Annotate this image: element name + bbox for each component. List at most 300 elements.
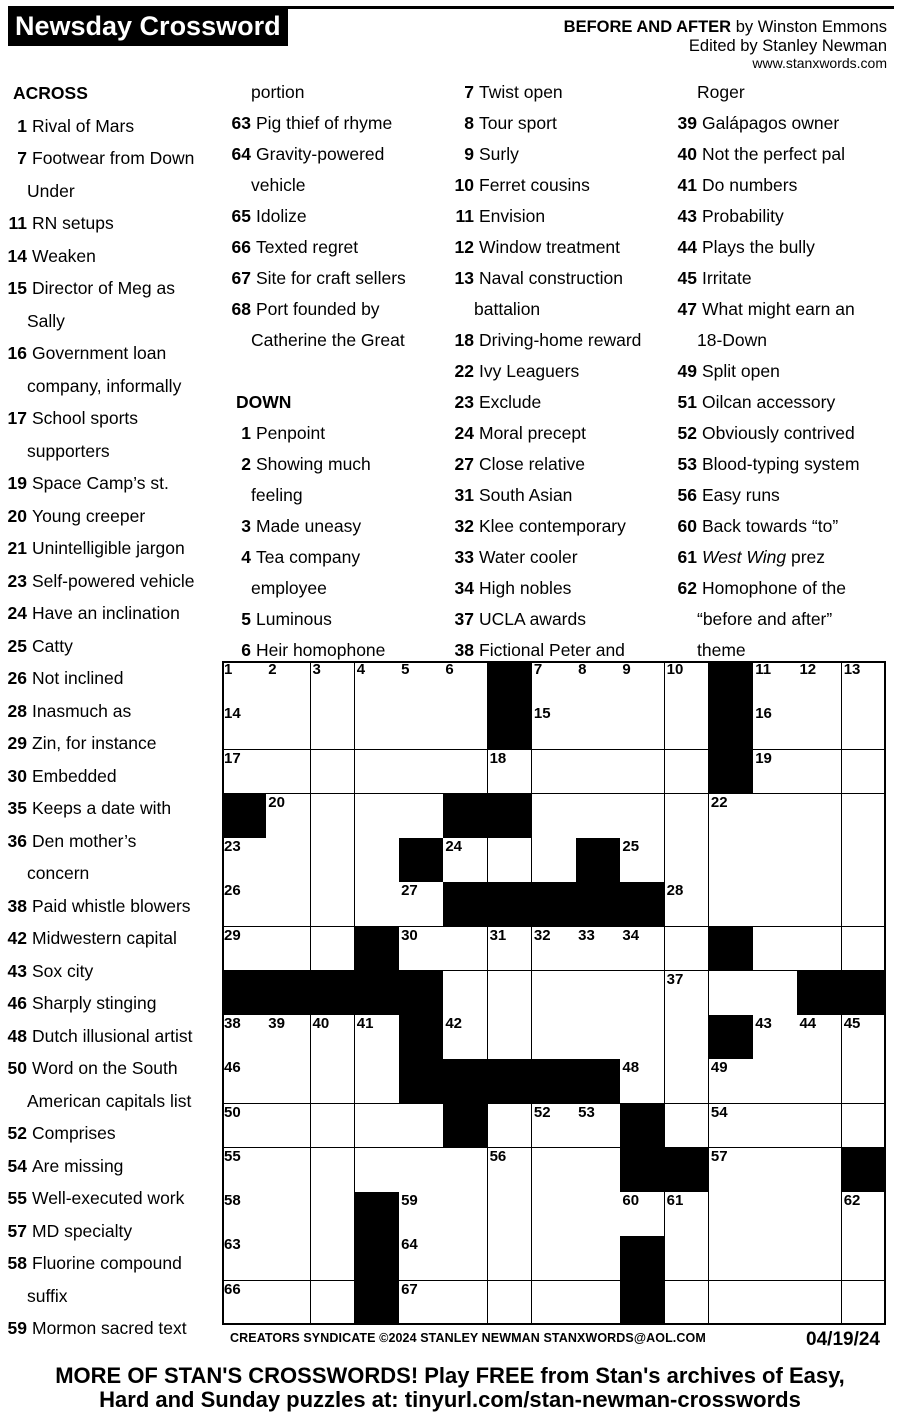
grid-cell[interactable] (443, 661, 488, 706)
clue-number: 35 (7, 798, 27, 818)
grid-cell[interactable] (842, 1192, 887, 1237)
grid-cell[interactable] (532, 661, 577, 706)
grid-cell[interactable] (620, 661, 665, 706)
grid-cell[interactable] (709, 882, 754, 927)
clue-line (226, 511, 406, 542)
grid-cell[interactable] (620, 838, 665, 883)
grid-cell[interactable] (399, 1236, 444, 1281)
grid-cell[interactable] (620, 794, 665, 839)
grid-cell[interactable] (488, 838, 533, 883)
grid-cell-number: 41 (356, 1015, 374, 1033)
clue-line (0, 792, 194, 825)
grid-cell[interactable] (266, 1281, 311, 1326)
clue-number: 61 (677, 547, 697, 567)
grid-cell[interactable] (443, 1015, 488, 1060)
grid-cell[interactable] (355, 838, 400, 883)
grid-cell[interactable] (222, 1015, 267, 1060)
clue-line (448, 139, 641, 170)
grid-cell[interactable] (842, 661, 887, 706)
grid-cell[interactable] (443, 750, 488, 795)
grid-cell[interactable] (709, 838, 754, 883)
clue-continuation (448, 294, 641, 325)
clue-text: Sox city (32, 960, 94, 981)
grid-cell[interactable] (488, 1015, 533, 1060)
grid-cell[interactable] (532, 1148, 577, 1193)
clue-text: Director of Meg as (32, 278, 175, 298)
clue-line (448, 108, 641, 139)
grid-cell[interactable] (532, 971, 577, 1016)
grid-cell[interactable] (576, 927, 621, 972)
grid-cell[interactable] (222, 1192, 267, 1237)
grid-cell[interactable] (665, 1015, 710, 1060)
clue-number: 13 (454, 268, 474, 288)
grid-cell[interactable] (222, 750, 267, 795)
clue-text: Texted regret (256, 237, 359, 257)
grid-cell[interactable] (665, 661, 710, 706)
clue-number: 64 (231, 144, 251, 164)
clue-text: Idolize (256, 206, 307, 226)
clue-line (0, 240, 194, 273)
grid-cell[interactable] (355, 705, 400, 750)
clue-text: Not the perfect pal (702, 144, 845, 164)
grid-cell[interactable] (488, 1281, 533, 1326)
grid-cell[interactable] (797, 705, 842, 750)
grid-cell[interactable] (355, 794, 400, 839)
grid-cell[interactable] (709, 1236, 754, 1281)
grid-cell[interactable] (266, 1015, 311, 1060)
grid-cell[interactable] (842, 927, 887, 972)
clue-number: 46 (7, 993, 27, 1013)
grid-cell[interactable] (753, 1148, 798, 1193)
grid-cell[interactable] (576, 1236, 621, 1281)
clue-text: Naval construction (479, 268, 623, 288)
grid-cell[interactable] (311, 1015, 356, 1060)
grid-cell-number: 48 (622, 1059, 640, 1077)
grid-cell[interactable] (842, 838, 887, 883)
grid-cell[interactable] (709, 971, 754, 1016)
grid-black-square (488, 882, 533, 927)
clue-number: 40 (677, 144, 697, 164)
author-byline: by Winston Emmons (735, 18, 887, 36)
grid-black-square (620, 1104, 665, 1149)
grid-cell[interactable] (266, 661, 311, 706)
grid-black-square (532, 1059, 577, 1104)
grid-cell[interactable] (266, 1059, 311, 1104)
grid-black-square (222, 794, 267, 839)
syndicate-credit: CREATORS SYNDICATE ©2024 STANLEY NEWMAN STANXWORDS@AOL.COM (230, 1331, 706, 1345)
grid-cell[interactable] (709, 794, 754, 839)
grid-cell[interactable] (842, 705, 887, 750)
grid-cell[interactable] (266, 1148, 311, 1193)
grid-cell[interactable] (620, 705, 665, 750)
clue-text: American capitals list (27, 1090, 192, 1111)
grid-cell-number: 49 (710, 1059, 728, 1077)
grid-cell[interactable] (532, 750, 577, 795)
clue-number: 57 (7, 1220, 27, 1241)
grid-cell[interactable] (488, 1104, 533, 1149)
grid-cell[interactable] (399, 1281, 444, 1326)
grid-cell[interactable] (797, 1059, 842, 1104)
grid-cell[interactable] (488, 1236, 533, 1281)
grid-cell[interactable] (266, 1192, 311, 1237)
clue-text: Klee contemporary (479, 516, 626, 536)
grid-black-square (665, 1148, 710, 1193)
clue-text: Pig thief of rhyme (256, 113, 393, 133)
clue-line (448, 356, 641, 387)
grid-cell[interactable] (797, 661, 842, 706)
grid-cell[interactable] (665, 1192, 710, 1237)
grid-cell[interactable] (620, 971, 665, 1016)
grid-cell[interactable] (709, 1104, 754, 1149)
grid-cell[interactable] (842, 1281, 887, 1326)
grid-cell[interactable] (311, 750, 356, 795)
grid-cell[interactable] (576, 1281, 621, 1326)
grid-cell[interactable] (753, 1059, 798, 1104)
clue-number: 12 (454, 237, 474, 257)
grid-cell[interactable] (620, 1015, 665, 1060)
grid-cell[interactable] (532, 1015, 577, 1060)
clue-text: Envision (479, 206, 546, 226)
grid-cell[interactable] (443, 838, 488, 883)
grid-cell-number: 6 (445, 661, 454, 678)
clue-number: 7 (464, 82, 474, 102)
grid-cell-number: 5 (401, 661, 410, 678)
grid-cell[interactable] (576, 794, 621, 839)
clue-line (0, 272, 194, 305)
grid-cell[interactable] (665, 1104, 710, 1149)
grid-cell-number: 30 (401, 926, 418, 944)
grid-cell[interactable] (532, 1192, 577, 1237)
grid-cell[interactable] (311, 1148, 356, 1193)
grid-cell[interactable] (399, 705, 444, 750)
clue-text: Footwear from Down (32, 148, 195, 168)
grid-cell[interactable] (443, 971, 488, 1016)
grid-cell[interactable] (488, 750, 533, 795)
grid-cell[interactable] (842, 1015, 887, 1060)
clue-text: Showing much (256, 454, 371, 474)
grid-cell[interactable] (311, 1192, 356, 1237)
grid-cell[interactable] (576, 1015, 621, 1060)
grid-cell[interactable] (222, 1059, 267, 1104)
grid-cell[interactable] (753, 705, 798, 750)
grid-cell[interactable] (753, 1281, 798, 1326)
clue-line (226, 604, 406, 635)
clue-number: 21 (7, 538, 27, 558)
grid-cell[interactable] (399, 1104, 444, 1149)
clue-number: 9 (464, 144, 474, 164)
grid-cell[interactable] (842, 794, 887, 839)
grid-cell-number: 32 (533, 926, 551, 944)
grid-cell[interactable] (443, 705, 488, 750)
grid-cell[interactable] (311, 1059, 356, 1104)
grid-cell[interactable] (797, 1236, 842, 1281)
clue-text: supporters (27, 440, 110, 461)
grid-cell[interactable] (576, 971, 621, 1016)
promo-banner (0, 1364, 900, 1412)
grid-cell[interactable] (222, 1148, 267, 1193)
grid-cell[interactable] (842, 1236, 887, 1281)
grid-cell[interactable] (753, 1015, 798, 1060)
grid-cell[interactable] (797, 1281, 842, 1326)
grid-cell[interactable] (620, 1059, 665, 1104)
grid-cell[interactable] (532, 1281, 577, 1326)
grid-cell[interactable] (620, 750, 665, 795)
clue-text: School sports (32, 408, 139, 428)
grid-cell[interactable] (222, 1104, 267, 1149)
grid-cell[interactable] (753, 927, 798, 972)
grid-cell-number: 3 (312, 661, 321, 678)
clue-text: vehicle (251, 175, 306, 195)
grid-cell[interactable] (266, 705, 311, 750)
grid-cell[interactable] (753, 838, 798, 883)
grid-cell[interactable] (753, 1104, 798, 1149)
grid-cell[interactable] (222, 838, 267, 883)
clue-number: 28 (7, 700, 27, 721)
grid-cell[interactable] (576, 705, 621, 750)
clue-line (448, 511, 641, 542)
grid-cell[interactable] (753, 794, 798, 839)
clue-number: 44 (677, 237, 697, 257)
grid-cell-number: 23 (224, 838, 241, 856)
grid-cell[interactable] (842, 882, 887, 927)
grid-cell-number: 4 (356, 661, 366, 678)
grid-cell[interactable] (266, 838, 311, 883)
grid-cell-number: 34 (622, 926, 640, 944)
grid-cell[interactable] (222, 661, 267, 706)
clue-text: Back towards “to” (702, 516, 839, 536)
grid-cell[interactable] (665, 794, 710, 839)
grid-cell[interactable] (311, 1281, 356, 1326)
grid-cell[interactable] (797, 838, 842, 883)
grid-cell[interactable] (665, 927, 710, 972)
grid-cell[interactable] (311, 705, 356, 750)
grid-cell[interactable] (532, 838, 577, 883)
grid-cell[interactable] (266, 927, 311, 972)
grid-cell[interactable] (665, 1281, 710, 1326)
grid-cell-number: 45 (843, 1015, 861, 1033)
grid-black-square (620, 1236, 665, 1281)
puzzle-date: 04/19/24 (806, 1329, 880, 1350)
grid-cell[interactable] (532, 705, 577, 750)
clue-number: 26 (7, 668, 27, 688)
clue-continuation (0, 435, 194, 468)
grid-cell[interactable] (311, 1104, 356, 1149)
grid-cell[interactable] (222, 927, 267, 972)
grid-cell[interactable] (311, 794, 356, 839)
grid-cell-number: 27 (401, 882, 418, 900)
grid-cell[interactable] (842, 750, 887, 795)
grid-cell[interactable] (797, 927, 842, 972)
grid-cell[interactable] (576, 750, 621, 795)
grid-cell[interactable] (355, 882, 400, 927)
grid-cell[interactable] (797, 1104, 842, 1149)
clue-text: Sally (27, 310, 65, 331)
clue-number: 11 (455, 206, 474, 226)
grid-cell[interactable] (753, 750, 798, 795)
grid-cell[interactable] (797, 1148, 842, 1193)
clue-text: Catherine the Great (251, 330, 405, 350)
clue-number: 47 (677, 299, 697, 319)
clue-number: 39 (677, 113, 697, 133)
grid-cell[interactable] (753, 882, 798, 927)
clue-line (0, 1150, 194, 1183)
clue-text: suffix (27, 1285, 68, 1306)
grid-cell-number: 58 (224, 1192, 241, 1210)
grid-cell[interactable] (399, 750, 444, 795)
clue-line (670, 294, 860, 325)
grid-cell-number: 31 (489, 926, 507, 944)
clue-line (0, 532, 194, 565)
grid-cell[interactable] (797, 750, 842, 795)
grid-cell[interactable] (576, 1104, 621, 1149)
clue-line (448, 77, 641, 108)
clue-text: “before and after” (697, 609, 833, 629)
clue-number: 48 (7, 1025, 27, 1046)
grid-cell[interactable] (355, 750, 400, 795)
clue-line (670, 418, 860, 449)
editor-line: Edited by Stanley Newman (688, 36, 887, 55)
grid-cell[interactable] (488, 1192, 533, 1237)
clue-continuation (226, 170, 406, 201)
grid-cell[interactable] (753, 971, 798, 1016)
clue-text: Paid whistle blowers (32, 895, 191, 916)
clue-text: RN setups (32, 213, 114, 233)
grid-cell[interactable] (842, 1059, 887, 1104)
grid-cell[interactable] (443, 1236, 488, 1281)
grid-cell[interactable] (842, 1104, 887, 1149)
grid-cell[interactable] (266, 1236, 311, 1281)
grid-cell[interactable] (311, 838, 356, 883)
grid-cell[interactable] (443, 1148, 488, 1193)
grid-cell-number: 7 (533, 661, 543, 678)
grid-black-square (355, 1192, 400, 1237)
clue-number: 60 (677, 516, 697, 536)
clue-line (448, 232, 641, 263)
grid-cell[interactable] (443, 1192, 488, 1237)
clue-text: Ferret cousins (479, 175, 590, 195)
grid-black-square (488, 794, 533, 839)
grid-cell-number: 39 (268, 1015, 285, 1033)
grid-cell[interactable] (532, 794, 577, 839)
grid-cell[interactable] (311, 661, 356, 706)
grid-cell[interactable] (488, 927, 533, 972)
grid-cell[interactable] (355, 1015, 400, 1060)
clue-number: 11 (8, 213, 27, 233)
clue-line (226, 449, 406, 480)
grid-cell[interactable] (753, 1236, 798, 1281)
grid-cell[interactable] (620, 927, 665, 972)
clue-number: 24 (7, 603, 27, 623)
grid-cell[interactable] (443, 927, 488, 972)
grid-cell[interactable] (576, 1148, 621, 1193)
grid-cell[interactable] (797, 1015, 842, 1060)
clue-line (0, 1182, 194, 1215)
grid-cell[interactable] (488, 971, 533, 1016)
grid-black-square (222, 971, 267, 1016)
grid-cell[interactable] (266, 794, 311, 839)
grid-black-square (311, 971, 356, 1016)
clue-continuation (226, 325, 406, 356)
grid-cell[interactable] (576, 1192, 621, 1237)
grid-cell[interactable] (709, 1059, 754, 1104)
grid-cell[interactable] (222, 1236, 267, 1281)
grid-cell[interactable] (665, 750, 710, 795)
grid-cell[interactable] (620, 1192, 665, 1237)
grid-cell[interactable] (797, 794, 842, 839)
clue-number: 7 (17, 148, 27, 168)
clue-number: 59 (7, 1318, 27, 1338)
grid-cell[interactable] (266, 750, 311, 795)
grid-cell[interactable] (753, 661, 798, 706)
clue-number: 68 (231, 299, 251, 319)
clue-line (670, 449, 860, 480)
grid-cell[interactable] (222, 1281, 267, 1326)
website-line: www.stanxwords.com (752, 55, 887, 71)
grid-cell[interactable] (311, 1236, 356, 1281)
grid-cell[interactable] (355, 661, 400, 706)
grid-cell[interactable] (311, 927, 356, 972)
clue-number: 14 (7, 245, 27, 266)
clue-text: Ivy Leaguers (479, 361, 580, 381)
grid-cell[interactable] (399, 1148, 444, 1193)
grid-cell[interactable] (266, 882, 311, 927)
grid-cell[interactable] (399, 882, 444, 927)
grid-cell[interactable] (266, 1104, 311, 1149)
grid-cell[interactable] (665, 1236, 710, 1281)
grid-cell[interactable] (399, 661, 444, 706)
grid-cell[interactable] (665, 971, 710, 1016)
clue-line (226, 294, 406, 325)
grid-cell[interactable] (665, 1059, 710, 1104)
clue-number: 42 (7, 928, 27, 948)
grid-cell[interactable] (709, 1281, 754, 1326)
grid-cell[interactable] (355, 1059, 400, 1104)
grid-cell[interactable] (488, 1148, 533, 1193)
grid-cell[interactable] (222, 705, 267, 750)
clue-line (670, 387, 860, 418)
grid-cell[interactable] (532, 1104, 577, 1149)
grid-cell[interactable] (399, 927, 444, 972)
promo-line-1: MORE OF STAN'S CROSSWORDS! Play FREE from Stan's archives of Easy, (55, 1363, 845, 1388)
grid-cell[interactable] (709, 1148, 754, 1193)
grid-cell[interactable] (665, 838, 710, 883)
clue-line (226, 139, 406, 170)
grid-cell[interactable] (399, 1192, 444, 1237)
grid-cell[interactable] (355, 1148, 400, 1193)
grid-cell[interactable] (576, 661, 621, 706)
grid-cell[interactable] (709, 1192, 754, 1237)
grid-cell[interactable] (532, 927, 577, 972)
grid-black-square (443, 1059, 488, 1104)
grid-black-square (576, 1059, 621, 1104)
grid-cell[interactable] (665, 705, 710, 750)
clue-text: Young creeper (32, 505, 146, 526)
grid-cell[interactable] (797, 1192, 842, 1237)
grid-cell-number: 59 (401, 1192, 418, 1210)
grid-cell[interactable] (311, 882, 356, 927)
grid-cell[interactable] (399, 794, 444, 839)
clue-continuation (0, 1280, 194, 1313)
grid-cell[interactable] (222, 882, 267, 927)
grid-cell[interactable] (532, 1236, 577, 1281)
grid-cell[interactable] (665, 882, 710, 927)
grid-cell[interactable] (443, 1281, 488, 1326)
grid-cell-number: 33 (578, 926, 595, 944)
clue-text: Obviously contrived (702, 423, 855, 443)
grid-cell[interactable] (355, 1104, 400, 1149)
grid-cell[interactable] (753, 1192, 798, 1237)
grid-cell[interactable] (797, 882, 842, 927)
